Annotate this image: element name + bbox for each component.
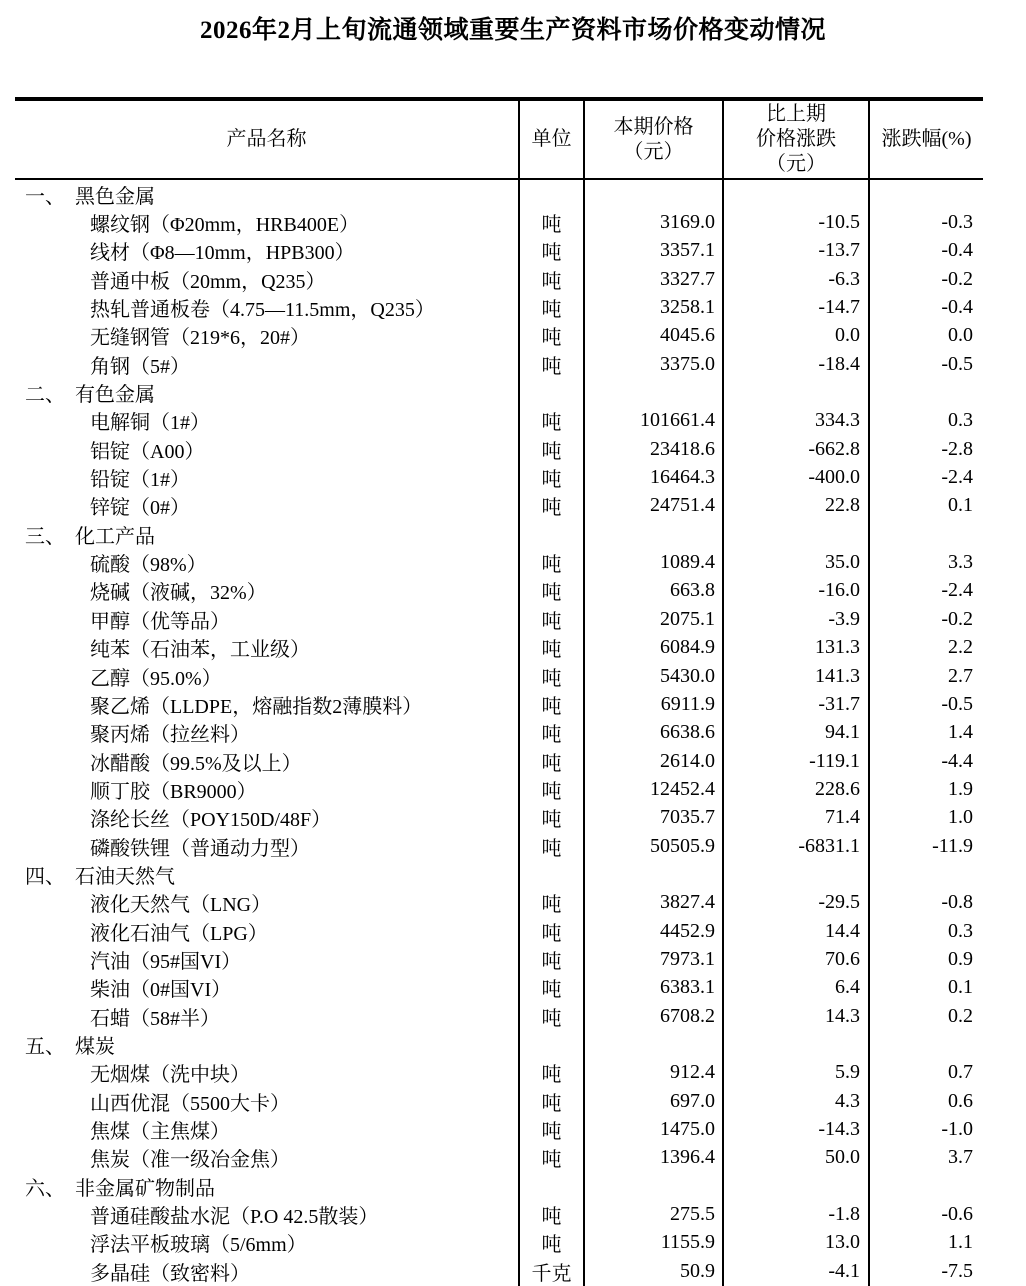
empty-unit-cell (518, 520, 583, 548)
section-name: 化工产品 (75, 525, 155, 548)
price-change-cell: 5.9 (722, 1059, 868, 1087)
unit-cell: 吨 (518, 548, 583, 576)
section-name: 石油天然气 (75, 865, 175, 888)
col-header-change (722, 101, 868, 178)
change-pct-cell: 0.3 (868, 917, 983, 945)
section-title-cell (15, 378, 518, 406)
unit-cell: 吨 (518, 889, 583, 917)
current-price-cell: 6911.9 (583, 690, 722, 718)
current-price-cell: 12452.4 (583, 775, 722, 803)
product-name-cell: 普通中板（20mm，Q235） (90, 270, 326, 293)
product-row (15, 690, 983, 718)
col-header-price (583, 101, 722, 178)
product-row (15, 889, 983, 917)
current-price-cell: 1475.0 (583, 1115, 722, 1143)
empty-unit-cell (518, 180, 583, 208)
change-pct-cell: 0.7 (868, 1059, 983, 1087)
product-name-cell: 石蜡（58#半） (90, 1007, 220, 1030)
section-name: 黑色金属 (75, 185, 155, 208)
col-header-change-line2: 价格涨跌 (756, 128, 836, 150)
product-name-cell: 甲醇（优等品） (90, 610, 230, 633)
empty-pct-cell (868, 860, 983, 888)
empty-pct-cell (868, 378, 983, 406)
product-name-cell: 普通硅酸盐水泥（P.O 42.5散装） (90, 1206, 379, 1229)
price-change-cell: 14.4 (722, 917, 868, 945)
section-row (15, 180, 983, 208)
section-name: 有色金属 (75, 384, 155, 407)
price-change-cell: 131.3 (722, 634, 868, 662)
section-row (15, 1030, 983, 1058)
price-change-cell: 141.3 (722, 662, 868, 690)
empty-change-cell (722, 378, 868, 406)
current-price-cell: 3258.1 (583, 293, 722, 321)
product-row (15, 719, 983, 747)
product-name-cell: 山西优混（5500大卡） (90, 1092, 290, 1115)
product-row (15, 832, 983, 860)
change-pct-cell: 1.9 (868, 775, 983, 803)
price-change-cell: 71.4 (722, 804, 868, 832)
col-header-change-line3: （元） (766, 153, 826, 175)
change-pct-cell: 2.2 (868, 634, 983, 662)
empty-price-cell (583, 180, 722, 208)
product-name-cell: 热轧普通板卷（4.75—11.5mm，Q235） (90, 299, 435, 322)
change-pct-cell: 0.9 (868, 945, 983, 973)
empty-pct-cell (868, 1030, 983, 1058)
empty-unit-cell (518, 860, 583, 888)
current-price-cell: 3169.0 (583, 208, 722, 236)
price-change-cell: 228.6 (722, 775, 868, 803)
product-name-cell: 液化天然气（LNG） (90, 894, 272, 917)
product-row (15, 974, 983, 1002)
product-row (15, 1059, 983, 1087)
unit-cell: 吨 (518, 492, 583, 520)
product-name-cell: 电解铜（1#） (90, 412, 210, 435)
current-price-cell: 912.4 (583, 1059, 722, 1087)
product-row (15, 1257, 983, 1285)
price-change-cell: -14.3 (722, 1115, 868, 1143)
product-row (15, 577, 983, 605)
price-change-cell: -119.1 (722, 747, 868, 775)
current-price-cell: 3327.7 (583, 265, 722, 293)
change-pct-cell: -7.5 (868, 1257, 983, 1285)
product-row (15, 208, 983, 236)
empty-change-cell (722, 180, 868, 208)
product-name-cell: 聚乙烯（LLDPE，熔融指数2薄膜料） (90, 695, 423, 718)
section-row (15, 1172, 983, 1200)
price-change-cell: 6.4 (722, 974, 868, 1002)
price-change-cell: -400.0 (722, 463, 868, 491)
price-change-cell: -14.7 (722, 293, 868, 321)
change-pct-cell: -0.2 (868, 265, 983, 293)
empty-price-cell (583, 1030, 722, 1058)
current-price-cell: 3827.4 (583, 889, 722, 917)
col-header-price-line2: （元） (623, 140, 684, 163)
product-row (15, 917, 983, 945)
section-number: 二、 (25, 384, 65, 407)
section-name: 煤炭 (75, 1035, 115, 1058)
empty-price-cell (583, 520, 722, 548)
current-price-cell: 6084.9 (583, 634, 722, 662)
section-row (15, 520, 983, 548)
product-name-cell: 液化石油气（LPG） (90, 922, 268, 945)
change-pct-cell: -2.4 (868, 577, 983, 605)
unit-cell: 吨 (518, 293, 583, 321)
change-pct-cell: -0.6 (868, 1200, 983, 1228)
section-number: 三、 (25, 525, 65, 548)
change-pct-cell: -0.8 (868, 889, 983, 917)
change-pct-cell: 1.1 (868, 1229, 983, 1257)
unit-cell: 吨 (518, 350, 583, 378)
page-title: 2026年2月上旬流通领域重要生产资料市场价格变动情况 (199, 17, 826, 44)
change-pct-cell: 0.1 (868, 492, 983, 520)
price-change-cell: -3.9 (722, 605, 868, 633)
empty-price-cell (583, 860, 722, 888)
product-name-cell: 涤纶长丝（POY150D/48F） (90, 809, 332, 832)
product-name-cell: 冰醋酸（99.5%及以上） (90, 752, 302, 775)
current-price-cell: 23418.6 (583, 435, 722, 463)
price-change-cell: -16.0 (722, 577, 868, 605)
empty-pct-cell (868, 180, 983, 208)
price-change-cell: -4.1 (722, 1257, 868, 1285)
unit-cell: 吨 (518, 322, 583, 350)
product-name-cell: 铝锭（A00） (90, 440, 205, 463)
unit-cell: 吨 (518, 1144, 583, 1172)
product-name-cell: 螺纹钢（Φ20mm，HRB400E） (90, 214, 360, 237)
section-title-cell (15, 520, 518, 548)
product-row (15, 293, 983, 321)
product-row (15, 265, 983, 293)
change-pct-cell: -1.0 (868, 1115, 983, 1143)
section-row (15, 860, 983, 888)
product-row (15, 492, 983, 520)
current-price-cell: 697.0 (583, 1087, 722, 1115)
change-pct-cell: 0.3 (868, 407, 983, 435)
price-change-cell: 35.0 (722, 548, 868, 576)
section-row (15, 378, 983, 406)
unit-cell: 吨 (518, 1087, 583, 1115)
product-row (15, 1200, 983, 1228)
price-change-cell: 0.0 (722, 322, 868, 350)
product-row (15, 463, 983, 491)
product-row (15, 435, 983, 463)
col-header-price-line1: 本期价格 (613, 115, 694, 138)
price-change-cell: 50.0 (722, 1144, 868, 1172)
product-row (15, 605, 983, 633)
price-change-cell: -13.7 (722, 237, 868, 265)
current-price-cell: 2075.1 (583, 605, 722, 633)
price-change-cell: -29.5 (722, 889, 868, 917)
unit-cell: 吨 (518, 662, 583, 690)
section-title-cell (15, 1172, 518, 1200)
change-pct-cell: 2.7 (868, 662, 983, 690)
unit-cell: 吨 (518, 435, 583, 463)
product-name-cell: 锌锭（0#） (90, 497, 190, 520)
product-row (15, 662, 983, 690)
empty-unit-cell (518, 1172, 583, 1200)
change-pct-cell: 3.7 (868, 1144, 983, 1172)
empty-pct-cell (868, 520, 983, 548)
current-price-cell: 275.5 (583, 1200, 722, 1228)
unit-cell: 吨 (518, 1115, 583, 1143)
price-change-cell: 334.3 (722, 407, 868, 435)
product-row (15, 1087, 983, 1115)
product-name-cell: 乙醇（95.0%） (90, 667, 222, 690)
unit-cell: 吨 (518, 775, 583, 803)
unit-cell: 吨 (518, 577, 583, 605)
product-name-cell: 柴油（0#国VI） (90, 979, 232, 1002)
product-name-cell: 角钢（5#） (90, 355, 190, 378)
price-change-cell: 4.3 (722, 1087, 868, 1115)
product-name-cell: 顺丁胶（BR9000） (90, 780, 257, 803)
change-pct-cell: -0.5 (868, 350, 983, 378)
col-header-product-label: 产品名称 (226, 128, 307, 150)
price-change-cell: -18.4 (722, 350, 868, 378)
product-name-cell: 烧碱（液碱，32%） (90, 582, 267, 605)
unit-cell: 吨 (518, 407, 583, 435)
unit-cell: 吨 (518, 1200, 583, 1228)
product-name-cell: 无烟煤（洗中块） (90, 1064, 250, 1087)
unit-cell: 吨 (518, 945, 583, 973)
unit-cell: 吨 (518, 634, 583, 662)
section-number: 一、 (25, 185, 65, 208)
current-price-cell: 101661.4 (583, 407, 722, 435)
price-change-cell: -6831.1 (722, 832, 868, 860)
change-pct-cell: 0.0 (868, 322, 983, 350)
current-price-cell: 6383.1 (583, 974, 722, 1002)
current-price-cell: 5430.0 (583, 662, 722, 690)
unit-cell: 吨 (518, 208, 583, 236)
product-row (15, 548, 983, 576)
unit-cell: 吨 (518, 974, 583, 1002)
price-change-cell: -1.8 (722, 1200, 868, 1228)
empty-price-cell (583, 378, 722, 406)
empty-price-cell (583, 1172, 722, 1200)
product-name-cell: 硫酸（98%） (90, 554, 207, 577)
change-pct-cell: -4.4 (868, 747, 983, 775)
price-table (15, 97, 983, 1286)
empty-change-cell (722, 1030, 868, 1058)
unit-cell: 吨 (518, 832, 583, 860)
unit-cell: 吨 (518, 463, 583, 491)
product-row (15, 1144, 983, 1172)
current-price-cell: 3357.1 (583, 237, 722, 265)
current-price-cell: 24751.4 (583, 492, 722, 520)
current-price-cell: 7035.7 (583, 804, 722, 832)
current-price-cell: 7973.1 (583, 945, 722, 973)
current-price-cell: 2614.0 (583, 747, 722, 775)
table-header-row (15, 101, 983, 180)
change-pct-cell: 1.0 (868, 804, 983, 832)
price-change-cell: 14.3 (722, 1002, 868, 1030)
table-body (15, 180, 983, 1285)
current-price-cell: 6638.6 (583, 719, 722, 747)
change-pct-cell: 0.1 (868, 974, 983, 1002)
product-name-cell: 汽油（95#国VI） (90, 950, 242, 973)
product-name-cell: 浮法平板玻璃（5/6mm） (90, 1234, 307, 1257)
col-header-pct-label: 涨跌幅(%) (881, 128, 972, 150)
unit-cell: 吨 (518, 1002, 583, 1030)
section-title-cell (15, 1030, 518, 1058)
product-row (15, 322, 983, 350)
change-pct-cell: 3.3 (868, 548, 983, 576)
change-pct-cell: -0.2 (868, 605, 983, 633)
current-price-cell: 16464.3 (583, 463, 722, 491)
price-change-cell: -662.8 (722, 435, 868, 463)
product-name-cell: 无缝钢管（219*6，20#） (90, 327, 310, 350)
product-name-cell: 磷酸铁锂（普通动力型） (90, 837, 310, 860)
unit-cell: 千克 (518, 1257, 583, 1285)
product-row (15, 1115, 983, 1143)
product-name-cell: 焦煤（主焦煤） (90, 1121, 230, 1144)
unit-cell: 吨 (518, 237, 583, 265)
product-row (15, 350, 983, 378)
change-pct-cell: 0.2 (868, 1002, 983, 1030)
current-price-cell: 6708.2 (583, 1002, 722, 1030)
empty-unit-cell (518, 378, 583, 406)
unit-cell: 吨 (518, 1229, 583, 1257)
change-pct-cell: -2.4 (868, 463, 983, 491)
current-price-cell: 3375.0 (583, 350, 722, 378)
product-row (15, 407, 983, 435)
col-header-unit-label: 单位 (531, 128, 572, 150)
price-change-cell: 70.6 (722, 945, 868, 973)
unit-cell: 吨 (518, 804, 583, 832)
empty-change-cell (722, 1172, 868, 1200)
product-name-cell: 线材（Φ8—10mm，HPB300） (90, 242, 355, 265)
price-change-cell: -10.5 (722, 208, 868, 236)
current-price-cell: 1396.4 (583, 1144, 722, 1172)
section-number: 六、 (25, 1177, 65, 1200)
current-price-cell: 4452.9 (583, 917, 722, 945)
unit-cell: 吨 (518, 690, 583, 718)
product-row (15, 775, 983, 803)
unit-cell: 吨 (518, 747, 583, 775)
unit-cell: 吨 (518, 719, 583, 747)
section-title-cell (15, 860, 518, 888)
empty-unit-cell (518, 1030, 583, 1058)
col-header-unit (518, 101, 583, 178)
product-name-cell: 聚丙烯（拉丝料） (90, 724, 250, 747)
product-row (15, 237, 983, 265)
product-name-cell: 纯苯（石油苯，工业级） (90, 639, 310, 662)
product-row (15, 804, 983, 832)
change-pct-cell: 1.4 (868, 719, 983, 747)
change-pct-cell: -0.5 (868, 690, 983, 718)
col-header-pct (868, 101, 983, 178)
change-pct-cell: -0.4 (868, 293, 983, 321)
empty-pct-cell (868, 1172, 983, 1200)
change-pct-cell: 0.6 (868, 1087, 983, 1115)
col-header-change-line1: 比上期 (766, 103, 826, 125)
current-price-cell: 50.9 (583, 1257, 722, 1285)
section-title-cell (15, 180, 518, 208)
product-name-cell: 铅锭（1#） (90, 469, 190, 492)
unit-cell: 吨 (518, 265, 583, 293)
change-pct-cell: -0.3 (868, 208, 983, 236)
price-change-cell: -6.3 (722, 265, 868, 293)
change-pct-cell: -2.8 (868, 435, 983, 463)
product-name-cell: 焦炭（准一级冶金焦） (90, 1149, 290, 1172)
empty-change-cell (722, 520, 868, 548)
section-name: 非金属矿物制品 (75, 1177, 215, 1200)
current-price-cell: 4045.6 (583, 322, 722, 350)
product-row (15, 634, 983, 662)
product-row (15, 1229, 983, 1257)
price-change-cell: 94.1 (722, 719, 868, 747)
change-pct-cell: -11.9 (868, 832, 983, 860)
product-row (15, 747, 983, 775)
product-row (15, 1002, 983, 1030)
current-price-cell: 1155.9 (583, 1229, 722, 1257)
price-change-cell: -31.7 (722, 690, 868, 718)
price-change-cell: 13.0 (722, 1229, 868, 1257)
section-number: 四、 (25, 865, 65, 888)
change-pct-cell: -0.4 (868, 237, 983, 265)
price-change-cell: 22.8 (722, 492, 868, 520)
product-name-cell: 多晶硅（致密料） (90, 1262, 250, 1285)
unit-cell: 吨 (518, 1059, 583, 1087)
product-row (15, 945, 983, 973)
empty-change-cell (722, 860, 868, 888)
current-price-cell: 1089.4 (583, 548, 722, 576)
current-price-cell: 50505.9 (583, 832, 722, 860)
section-number: 五、 (25, 1035, 65, 1058)
col-header-product (15, 101, 518, 178)
unit-cell: 吨 (518, 917, 583, 945)
unit-cell: 吨 (518, 605, 583, 633)
current-price-cell: 663.8 (583, 577, 722, 605)
